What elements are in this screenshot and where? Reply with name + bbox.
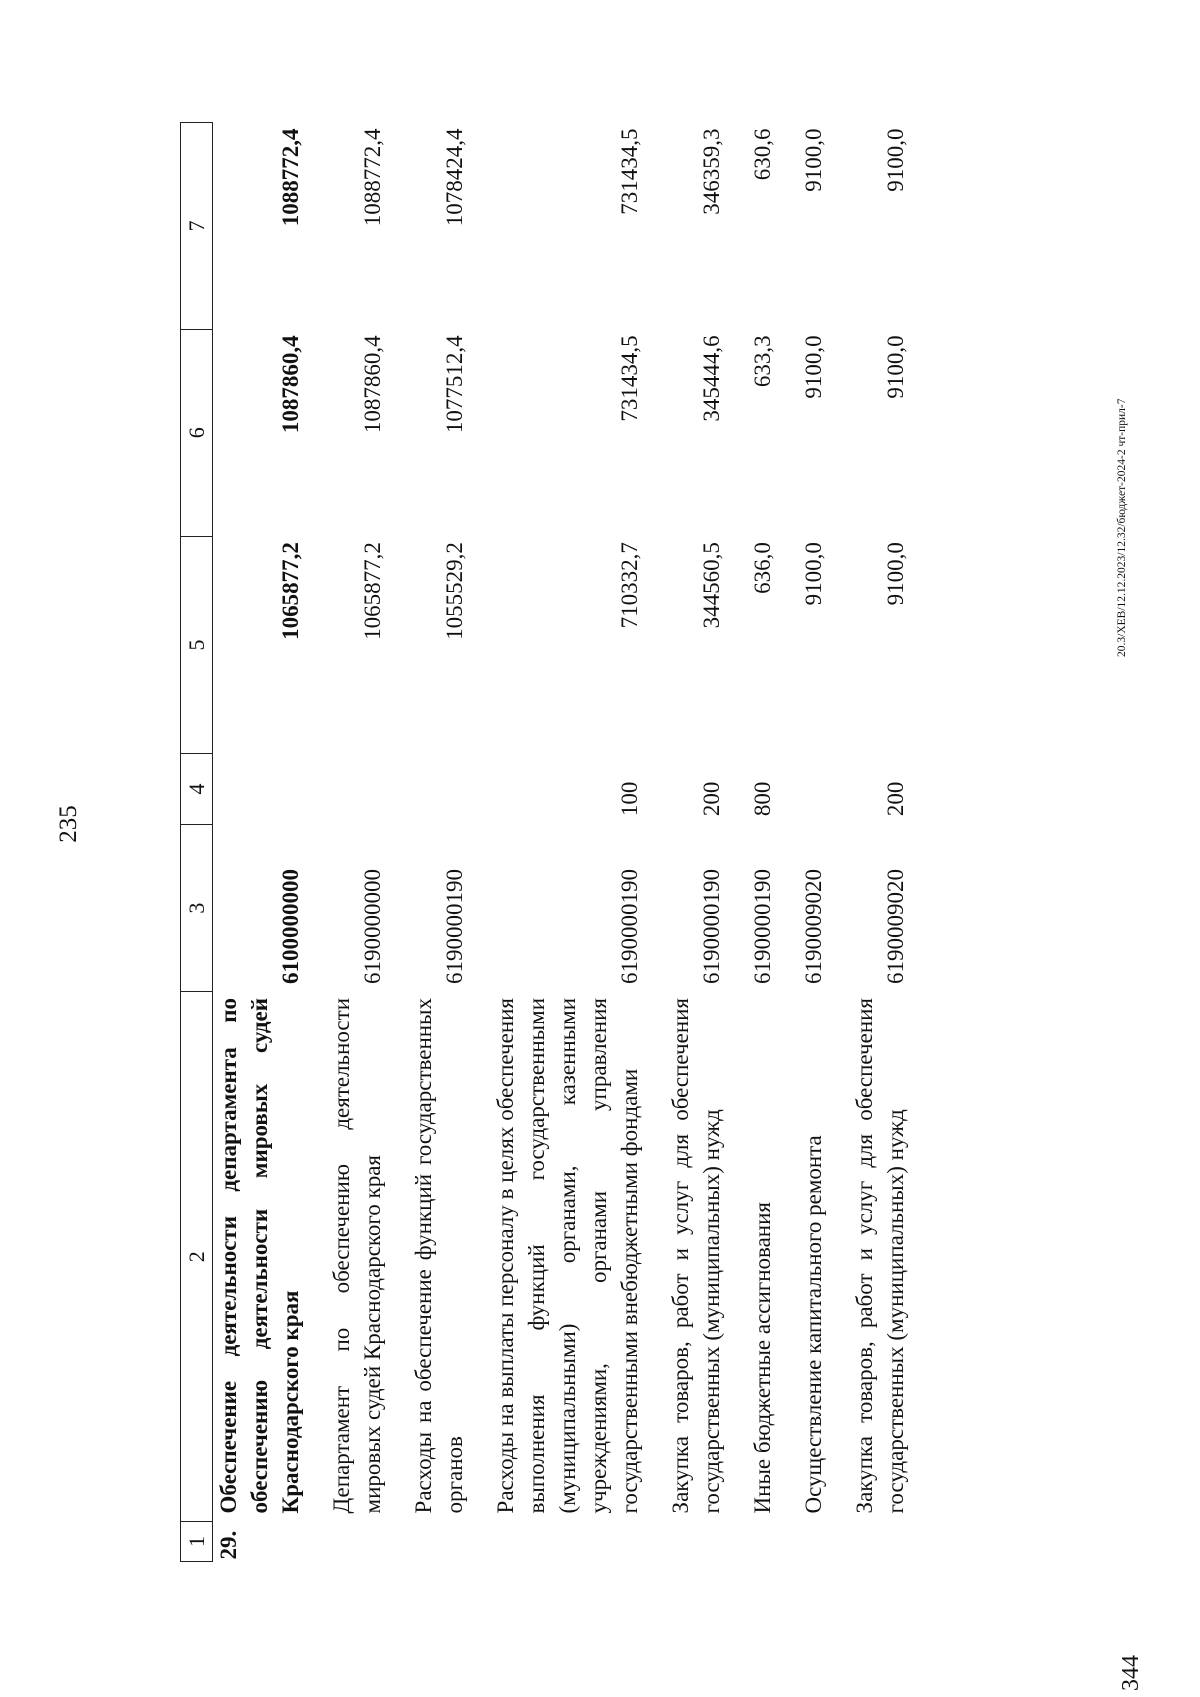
row-value-6: 633,3	[750, 335, 775, 388]
row-value-5: 1065877,2	[278, 542, 303, 640]
row-value-7: 9100,0	[801, 128, 826, 192]
row-number	[778, 1521, 829, 1561]
row-number	[829, 1521, 911, 1561]
row-value-6: 1077512,4	[442, 335, 467, 434]
row-code: 6190000190	[442, 868, 467, 984]
row-value-7: 9100,0	[883, 128, 908, 192]
row-code: 6190000190	[750, 868, 775, 984]
row-number	[727, 1521, 778, 1561]
table-row	[829, 123, 911, 1562]
row-expense-kind	[388, 754, 470, 824]
footer-page-number: 344	[1118, 1655, 1144, 1691]
row-number	[470, 1521, 645, 1561]
row-value-7: 346359,3	[699, 128, 724, 215]
row-name: Расходы на обеспечение функций государственных органов	[411, 997, 467, 1514]
header-row	[181, 123, 213, 1562]
row-number	[645, 1521, 727, 1561]
row-expense-kind	[213, 754, 307, 824]
row-value-6: 9100,0	[801, 335, 826, 399]
row-number	[306, 1521, 388, 1561]
row-name: Расходы на выплаты персоналу в целях обеспечения выполнения функций государственными (муниципальными) органами, казенными учреждениями, органами управления государственными внебюджетными фондами	[493, 997, 642, 1514]
row-value-7: 1078424,4	[442, 128, 467, 227]
row-value-6: 9100,0	[883, 335, 908, 399]
row-value-7: 1088772,4	[278, 128, 303, 227]
row-number	[388, 1521, 470, 1561]
table-row	[470, 123, 645, 1562]
row-code: 6190009020	[883, 868, 908, 984]
row-code: 6190000190	[699, 868, 724, 984]
header-cell-1: 1	[181, 1521, 213, 1561]
row-name: Закупка товаров, работ и услуг для обеспечения государственных (муниципальных) нужд	[668, 997, 724, 1514]
row-code: 6190000190	[617, 868, 642, 984]
table-row	[306, 123, 388, 1562]
page-number: 235	[55, 805, 82, 843]
row-value-5: 1055529,2	[442, 542, 467, 640]
budget-table	[180, 122, 911, 1562]
row-value-7: 731434,5	[617, 128, 642, 215]
row-name: Иные бюджетные ассигнования	[750, 1201, 775, 1514]
row-expense-kind: 100	[617, 781, 642, 817]
table-row	[645, 123, 727, 1562]
row-name: Департамент по обеспечению деятельности мировых судей Краснодарского края	[329, 997, 385, 1514]
row-value-5: 710332,7	[617, 542, 642, 629]
header-cell-5: 5	[181, 536, 213, 754]
row-value-6: 731434,5	[617, 335, 642, 422]
row-expense-kind: 200	[699, 781, 724, 817]
row-value-5: 344560,5	[699, 542, 724, 629]
header-cell-4: 4	[181, 754, 213, 824]
row-value-5: 636,0	[750, 542, 775, 594]
row-name: Осуществление капитального ремонта	[801, 1135, 826, 1514]
row-value-6: 1087860,4	[278, 335, 303, 434]
row-expense-kind: 200	[883, 781, 908, 817]
row-expense-kind	[306, 754, 388, 824]
row-code: 6100000000	[278, 868, 303, 984]
table-row	[213, 123, 307, 1562]
header-cell-6: 6	[181, 329, 213, 536]
row-name: Закупка товаров, работ и услуг для обеспечения государственных (муниципальных) нужд	[852, 997, 908, 1514]
table-row	[778, 123, 829, 1562]
row-value-7: 1088772,4	[360, 128, 385, 227]
row-expense-kind	[778, 754, 829, 824]
row-code: 6190000000	[360, 868, 385, 984]
row-name: Обеспечение деятельности департамента по обеспечению деятельности мировых судей Краснодарского края	[216, 997, 303, 1514]
row-value-5: 9100,0	[883, 542, 908, 606]
table-body	[213, 123, 912, 1562]
table-row	[727, 123, 778, 1562]
header-cell-3: 3	[181, 824, 213, 992]
table-row	[388, 123, 470, 1562]
header-cell-7: 7	[181, 123, 213, 330]
row-number: 29.	[216, 1530, 241, 1560]
document-code: 20.3/XEB/12.12.2023/12.32/бюджет-2024-2 чт-прил-7	[1116, 398, 1128, 657]
row-value-7: 630,6	[750, 128, 775, 181]
row-value-5: 1065877,2	[360, 542, 385, 640]
row-expense-kind: 800	[750, 781, 775, 817]
header-cell-2: 2	[181, 992, 213, 1521]
row-value-6: 1087860,4	[360, 335, 385, 434]
row-value-6: 345444,6	[699, 335, 724, 422]
row-value-5: 9100,0	[801, 542, 826, 606]
row-code: 6190009020	[801, 868, 826, 984]
